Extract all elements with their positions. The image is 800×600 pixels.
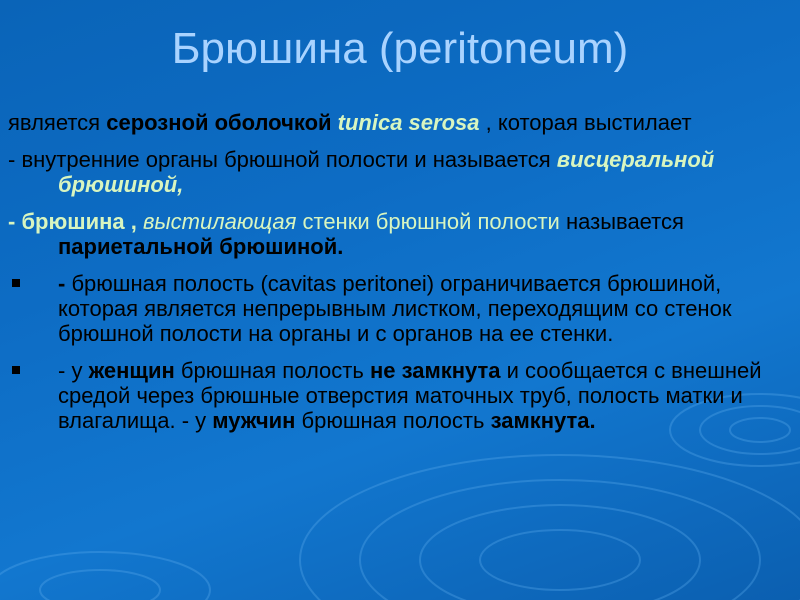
bullet-item-1 [8, 271, 778, 346]
p4-dash: - [58, 271, 72, 296]
p3-text-2: называется [565, 209, 684, 234]
p1-bold-term: серозной оболочкой [106, 110, 332, 135]
p5-text: - у [58, 358, 89, 383]
p5-text-4: брюшная полость [295, 408, 491, 433]
p3-italic: выстилающая [142, 209, 297, 234]
bullet-square-icon [12, 366, 20, 374]
p3-text: стенки брюшной полости [296, 209, 566, 234]
p3-lead: - брюшина , [8, 209, 143, 234]
p5-women: женщин [88, 358, 175, 383]
p1-latin-term: tunica serosa [337, 110, 480, 135]
p1-text-end: , которая выстилает [479, 110, 692, 135]
p5-text-3: и сообщается с внешней средой через брюшные отверстия маточных труб, полость матки и влагалища. - у [58, 358, 762, 433]
p5-closed: замкнута. [490, 408, 596, 433]
p4-text: брюшная полость (cavitas peritonei) ограничивается брюшиной, которая является непрерывным листком, переходящим со стенок брюшной полости на органы и с органов на ее стенки. [58, 271, 732, 346]
bullet-item-2 [8, 358, 778, 433]
p5-text-2: брюшная полость [174, 358, 370, 383]
p2-text: - внутренние органы брюшной полости и называется [8, 147, 557, 172]
paragraph-1 [8, 110, 778, 135]
p5-not-closed: не замкнута [369, 358, 501, 383]
paragraph-3 [8, 209, 778, 259]
slide-body [8, 110, 778, 441]
bullet-square-icon [12, 279, 20, 287]
p1-text: является [8, 110, 107, 135]
p2-visceral-term: висцеральной брюшиной, [58, 147, 715, 197]
p5-men: мужчин [212, 408, 296, 433]
slide-title: Брюшина (peritoneum) [171, 24, 629, 73]
paragraph-2 [8, 147, 778, 197]
p3-parietal-term: париетальной брюшиной. [58, 234, 344, 259]
